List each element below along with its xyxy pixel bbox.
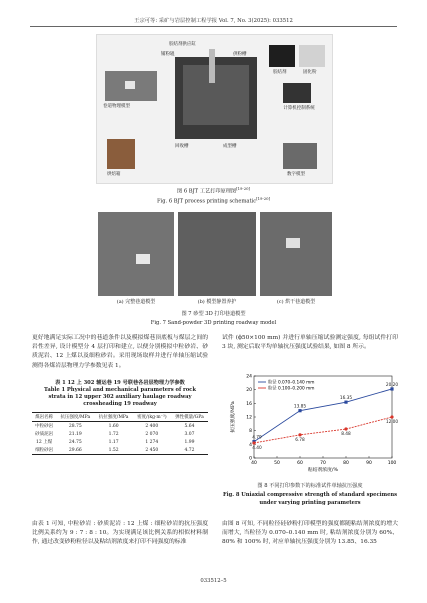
label-forming: 成型槽 <box>223 144 237 149</box>
legend-entry: 粒径 0.070–0.140 mm <box>268 380 315 386</box>
figure-6-caption-cn-ref: [19-20] <box>236 186 251 191</box>
table-cell: 3.07 <box>184 431 195 437</box>
data-label: 8.48 <box>341 432 351 438</box>
table-cell: 1.60 <box>108 423 119 429</box>
printer-bed <box>183 65 249 125</box>
table-cell: 12 上煤 <box>36 440 53 445</box>
binder-photo <box>269 45 295 67</box>
figure-6-caption-cn-text: 图 6 BJT 工艺打印原理图 <box>176 188 237 195</box>
y-tick-label: 0 <box>249 456 252 462</box>
data-label: 12.00 <box>385 420 399 425</box>
computer-monitor <box>283 83 311 103</box>
table-cell: 24.75 <box>68 439 82 445</box>
figure-8-caption-en-1: Fig. 8 Uniaxial compressive strength of standard specimens <box>222 492 398 498</box>
figure-7b-label: (b) 模型静置养护 <box>197 299 237 305</box>
data-point <box>390 415 393 418</box>
series-line-1 <box>254 389 392 442</box>
table-cell: 砂质泥岩 <box>35 432 54 437</box>
data-label: 16.35 <box>339 396 353 402</box>
table-1-caption <box>30 380 210 408</box>
table-row <box>32 430 208 438</box>
table-header-cell: 弹性模量/GPa <box>175 415 204 420</box>
y-tick-label: 16 <box>246 401 252 407</box>
print-nozzle <box>209 49 215 83</box>
table-cell: 5.64 <box>184 423 195 429</box>
figure-6-caption-en <box>0 196 427 205</box>
figure-8-caption-en-2: under varying printing parameters <box>259 500 361 506</box>
roadway-opening-c <box>286 238 300 248</box>
left-paragraph-1: 更好地满足实际工况中的巷道条件以及模拟煤巷顶底板与煤层之间的岩性差异, 设计模型分 4 层打印和建立, 以便分别模拟中粒砂岩、砂质泥岩、12 上煤以及细粒砂岩。采用现场取样并进行单轴压缩试验测得各煤岩层物理力学参数见表 1。 <box>32 335 208 369</box>
figure-7b-model <box>178 212 256 296</box>
table-cell: 21.19 <box>68 431 82 437</box>
label-dryer: 烘焙箱 <box>107 172 121 177</box>
roadway-model-hole <box>125 81 135 89</box>
figure-7c-model <box>260 212 332 296</box>
table-header-row <box>32 413 208 422</box>
table-row <box>32 422 208 431</box>
y-tick-label: 24 <box>246 374 252 380</box>
page-number: 033512–5 <box>200 578 227 584</box>
table-cell: 1.52 <box>108 447 119 453</box>
table-1-title-en-1: Table 1 Physical and mechanical parameters of rock <box>44 387 196 393</box>
label-cement: 胶结剂 <box>273 70 287 75</box>
label-recycle: 回收槽 <box>175 144 189 149</box>
figure-6-caption-cn <box>0 186 427 195</box>
x-tick-label: 100 <box>387 461 397 466</box>
figure-7-caption-en: Fig. 7 Sand-powder 3D printing roadway model <box>150 320 277 326</box>
digital-model-photo <box>283 143 317 169</box>
table-cell: 1.99 <box>184 439 195 445</box>
label-spreader: 铺粉辊 <box>161 52 175 57</box>
table-cell: 中粒砂岩 <box>35 424 54 429</box>
y-axis-label: 抗压强度/MPa <box>231 401 236 433</box>
powder-photo <box>299 45 325 67</box>
table-cell: 1.72 <box>108 431 119 437</box>
table-1-title-en-3: crossheading 19 roadway <box>83 401 157 407</box>
data-label: 6.78 <box>295 437 305 443</box>
x-tick-label: 50 <box>274 461 280 466</box>
right-paragraph-2: 由图 8 可知, 不同粒径硅砂粉打印模型的强度都随粘结剂浓度的增大而增大, 当粒径为 0.070–0.140 mm 时, 粘结剂浓度分别为 60%、80% 和 100% 时, 对应单轴抗压强度分别为 13.85、16.35 <box>222 521 398 546</box>
data-point <box>298 433 301 436</box>
table-cell: 28.75 <box>68 423 82 429</box>
y-tick-label: 12 <box>246 415 252 421</box>
label-powder: 固化粉 <box>303 70 317 75</box>
x-tick-label: 70 <box>320 461 326 466</box>
data-point <box>252 441 255 444</box>
figure-7a-model <box>98 212 174 296</box>
legend-entry: 粒径 0.100–0.200 mm <box>268 386 315 392</box>
data-point <box>344 427 347 430</box>
figure-7-caption-cn: 图 7 砂型 3D 打印巷道模型 <box>181 311 246 317</box>
label-computer: 计算机控制系统 <box>283 106 315 111</box>
data-label: 20.20 <box>385 382 399 388</box>
y-tick-label: 8 <box>249 429 252 435</box>
figure-8-chart <box>224 370 402 476</box>
y-tick-label: 4 <box>249 442 252 448</box>
journal-header: 王宗可等: 采矿与岩层控制工程学报 Vol. 7, No. 3(2025): 033512 <box>134 18 293 24</box>
table-cell: 1 274 <box>145 439 159 445</box>
table-cell: 2 400 <box>145 423 159 429</box>
table-cell: 29.66 <box>68 447 82 453</box>
table-header-cell: 煤岩名称 <box>35 415 54 420</box>
label-nozzle: 胶结剂供应缸 <box>169 42 196 47</box>
dryer-photo <box>107 139 135 169</box>
data-label: 13.85 <box>293 404 307 410</box>
table-cell: 1.17 <box>108 439 119 445</box>
table-cell: 4.72 <box>184 447 195 453</box>
label-model: 卷道物理模型 <box>103 104 130 109</box>
header-rule <box>30 26 397 27</box>
table-header-cell: 抗拉强度/MPa <box>98 415 129 420</box>
series-line-2 <box>254 417 392 443</box>
x-tick-label: 40 <box>251 461 257 466</box>
x-tick-label: 80 <box>343 461 349 466</box>
figure-6-schematic <box>96 34 333 184</box>
table-1-title-en-2: strata in 12 upper 302 auxiliary haulage roadway <box>48 394 192 400</box>
table-1-title-cn: 表 1 12 上 302 辅运巷 19 号联巷各岩层物理力学参数 <box>55 380 185 386</box>
data-label: 4.40 <box>252 445 262 451</box>
roadway-opening <box>136 254 150 264</box>
table-cell: 2 450 <box>145 447 159 453</box>
label-digital: 数字模型 <box>287 172 305 177</box>
x-axis-label: 粘结剂浓度/% <box>307 468 339 473</box>
figure-6-caption-en-ref: [19-20] <box>256 196 271 201</box>
table-row <box>32 446 208 455</box>
figure-6-caption-en-text: Fig. 6 BJT process printing schematic <box>156 198 257 205</box>
table-header-cell: 抗压强度/MPa <box>60 415 91 420</box>
data-label: 4.79 <box>252 435 262 441</box>
figure-8-caption-cn: 图 8 不同打印参数下的标准试件单轴抗压强度 <box>257 483 363 489</box>
table-cell: 细粒砂岩 <box>35 448 54 453</box>
x-tick-label: 60 <box>297 461 303 466</box>
table-row <box>32 438 208 446</box>
table-cell: 2 070 <box>145 431 159 437</box>
y-tick-label: 20 <box>246 388 252 394</box>
right-paragraph-1: 试件 (ϕ50×100 mm) 并进行单轴压缩试验测定强度, 每组试件打印 3 块, 测定后取平均单轴抗压强度试验结果, 如图 8 所示。 <box>222 335 398 351</box>
label-powder-tank: 供粉槽 <box>233 52 247 57</box>
left-paragraph-2: 由表 1 可知, 中粒砂岩 : 砂质泥岩 : 12 上煤 : 细粒砂岩的抗压强度比例关系约为 9 : 7 : 8 : 10。为实现满足该比例关系的相似材料制作, 通过改变砂粉粒径以及粘结剂浓度来打印不同强度的标准 <box>32 521 208 546</box>
figure-7a-label: (a) 完整巷道模型 <box>116 299 156 305</box>
table-header-cell: 密度/(kg·m⁻³) <box>137 415 167 420</box>
figure-7c-label: (c) 烘干巷道模型 <box>276 299 316 305</box>
x-tick-label: 90 <box>366 461 372 466</box>
table-1 <box>32 412 208 455</box>
